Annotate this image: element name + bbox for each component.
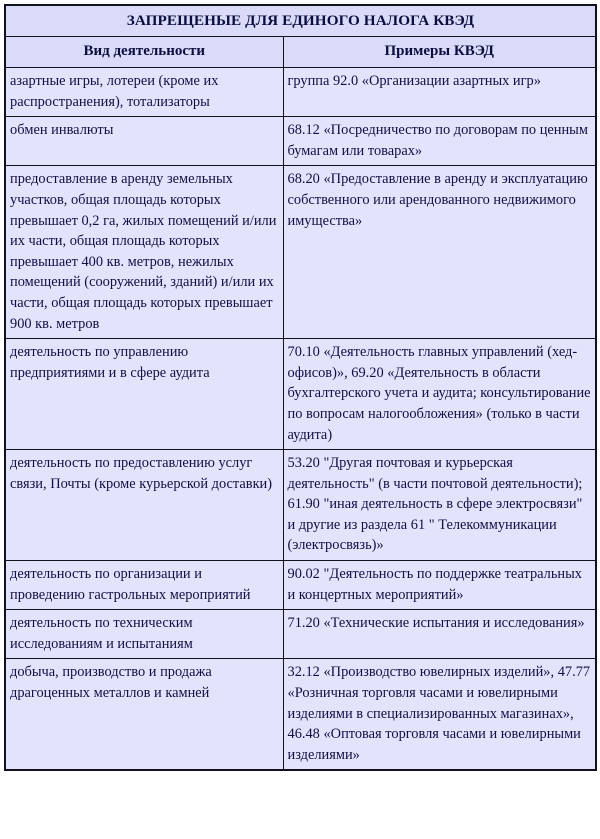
table-row: [5, 339, 596, 450]
cell-activity: добыча, производство и продажа драгоценных металлов и камней: [5, 659, 283, 770]
cell-activity: предоставление в аренду земельных участков, общая площадь которых превышает 0,2 га, жилых помещений и/или их части, общая площадь которых превышает 400 кв. метров, нежилых помещений (сооружений, зданий) и/или их части, общая площадь которых превышает 900 кв. метров: [5, 166, 283, 339]
cell-kved: 32.12 «Производство ювелирных изделий», 47.77 «Розничная торговля часами и ювелирными изделиями в специализированных магазинах», 46.48 «Оптовая торговля часами и ювелирными изделиями»: [283, 659, 596, 770]
table-body: [5, 5, 596, 770]
table-title: ЗАПРЕЩЕНЫЕ ДЛЯ ЕДИНОГО НАЛОГА КВЭД: [5, 5, 596, 37]
cell-kved: 68.20 «Предоставление в аренду и эксплуатацию собственного или арендованного недвижимого имущества»: [283, 166, 596, 339]
cell-activity: деятельность по техническим исследованиям и испытаниям: [5, 610, 283, 659]
cell-activity: деятельность по предоставлению услуг связи, Почты (кроме курьерской доставки): [5, 450, 283, 561]
table-row: [5, 117, 596, 166]
cell-kved: группа 92.0 «Организации азартных игр»: [283, 68, 596, 117]
table-header-row: [5, 37, 596, 68]
cell-kved: 90.02 "Деятельность по поддержке театральных и концертных мероприятий»: [283, 561, 596, 610]
table-row: [5, 610, 596, 659]
table-row: [5, 68, 596, 117]
cell-activity: деятельность по организации и проведению гастрольных мероприятий: [5, 561, 283, 610]
column-header-activity: Вид деятельности: [5, 37, 283, 68]
prohibited-kved-table: [4, 4, 597, 771]
cell-kved: 68.12 «Посредничество по договорам по ценным бумагам или товарах»: [283, 117, 596, 166]
cell-activity: азартные игры, лотереи (кроме их распространения), тотализаторы: [5, 68, 283, 117]
cell-activity: деятельность по управлению предприятиями и в сфере аудита: [5, 339, 283, 450]
cell-activity: обмен инвалюты: [5, 117, 283, 166]
table-title-row: [5, 5, 596, 37]
cell-kved: 53.20 "Другая почтовая и курьерская деятельность" (в части почтовой деятельности); 61.90 "иная деятельность в сфере электросвязи" и другие из раздела 61 " Телекоммуникации (электросвязь)»: [283, 450, 596, 561]
cell-kved: 71.20 «Технические испытания и исследования»: [283, 610, 596, 659]
table-row: [5, 561, 596, 610]
cell-kved: 70.10 «Деятельность главных управлений (хед-офисов)», 69.20 «Деятельность в области бухгалтерского учета и аудита; консультирование по вопросам налогообложения» (только в части аудита): [283, 339, 596, 450]
table-row: [5, 166, 596, 339]
table-row: [5, 450, 596, 561]
table-row: [5, 659, 596, 770]
column-header-kved: Примеры КВЭД: [283, 37, 596, 68]
